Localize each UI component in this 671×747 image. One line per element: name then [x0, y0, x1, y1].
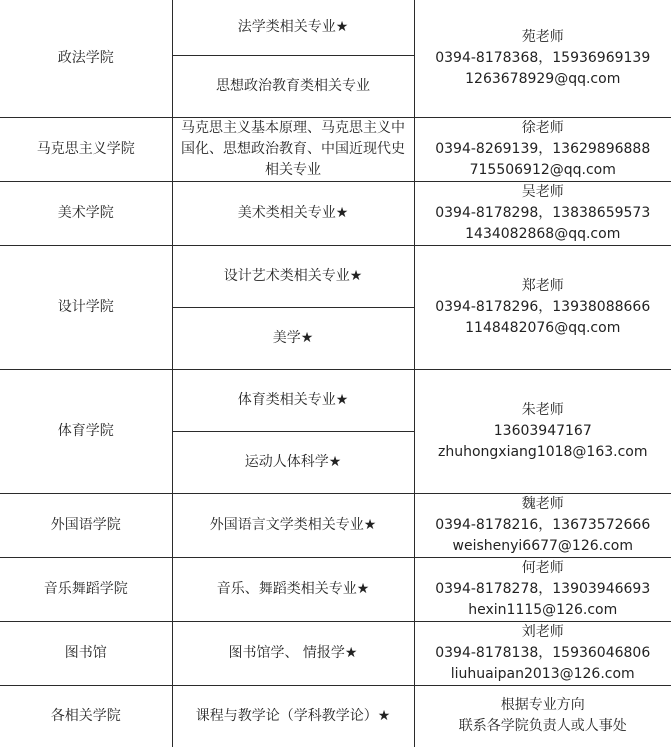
- major-cell: [172, 369, 414, 431]
- college-name: 政法学院: [57, 49, 114, 66]
- contact-cell: [414, 117, 671, 181]
- contact-teacher: 徐老师: [521, 119, 564, 136]
- contact-email: weishenyi6677@126.com: [452, 537, 633, 554]
- major-name: 美术类相关专业★: [237, 204, 349, 221]
- major-name: 思想政治教育类相关专业: [216, 77, 370, 94]
- contact-phone: 0394-8178216，13673572666: [435, 516, 651, 533]
- major-name: 美学★: [272, 329, 314, 346]
- contact-cell: [414, 621, 671, 685]
- table-row: [0, 621, 671, 685]
- contact-email: 1148482076@qq.com: [465, 319, 621, 336]
- major-cell: [172, 557, 414, 621]
- major-cell: [172, 245, 414, 307]
- contact-email: 1263678929@qq.com: [465, 70, 621, 87]
- contact-note: 根据专业方向: [500, 697, 585, 714]
- contact-phone: 0394-8178278，13903946693: [435, 580, 651, 597]
- college-name: 设计学院: [57, 298, 114, 315]
- college-name: 音乐舞蹈学院: [43, 580, 128, 597]
- contact-cell: [414, 493, 671, 557]
- contact-teacher: 苑老师: [521, 28, 564, 45]
- table-row: [0, 369, 671, 431]
- contact-phone: 0394-8178138，15936046806: [435, 644, 651, 661]
- table-row: [0, 493, 671, 557]
- contact-phone: 0394-8178298，13838659573: [435, 204, 651, 221]
- major-cell: [172, 181, 414, 245]
- contact-email: liuhuaipan2013@126.com: [450, 665, 635, 682]
- major-name: 音乐、舞蹈类相关专业★: [216, 580, 370, 597]
- major-cell: [172, 493, 414, 557]
- contact-teacher: 魏老师: [521, 495, 564, 512]
- college-cell: [0, 0, 172, 117]
- major-cell: [172, 307, 414, 369]
- major-cell: [172, 621, 414, 685]
- table-row: [0, 0, 671, 55]
- contact-cell: [414, 557, 671, 621]
- contact-teacher: 朱老师: [521, 401, 564, 418]
- contact-note: 联系各学院负责人或人事处: [458, 718, 627, 735]
- contact-teacher: 吴老师: [521, 183, 564, 200]
- college-name: 外国语学院: [50, 516, 121, 533]
- contact-phone: 0394-8178296，13938088666: [435, 298, 651, 315]
- major-cell: [172, 55, 414, 117]
- contact-phone: 13603947167: [493, 422, 592, 439]
- college-cell: [0, 557, 172, 621]
- college-name: 马克思主义学院: [36, 140, 135, 157]
- table-row: [0, 245, 671, 307]
- contact-cell: [414, 181, 671, 245]
- contact-cell: [414, 245, 671, 369]
- contact-cell: [414, 685, 671, 747]
- college-name: 图书馆: [64, 644, 107, 661]
- table-row: [0, 181, 671, 245]
- college-cell: [0, 117, 172, 181]
- contact-phone: 0394-8269139，13629896888: [435, 140, 651, 157]
- major-name: 图书馆学、 情报学★: [228, 644, 358, 661]
- table-row: [0, 557, 671, 621]
- contact-cell: [414, 369, 671, 493]
- major-cell: [172, 685, 414, 747]
- contact-email: zhuhongxiang1018@163.com: [437, 443, 648, 460]
- major-cell: [172, 431, 414, 493]
- major-name: 体育类相关专业★: [237, 391, 349, 408]
- college-cell: [0, 181, 172, 245]
- college-cell: [0, 245, 172, 369]
- contact-cell: [414, 0, 671, 117]
- major-name: 设计艺术类相关专业★: [223, 267, 363, 284]
- major-name: 外国语言文学类相关专业★: [209, 516, 377, 533]
- college-name: 体育学院: [57, 422, 114, 439]
- table-row: [0, 117, 671, 181]
- contact-teacher: 刘老师: [521, 623, 564, 640]
- contact-teacher: 何老师: [521, 559, 564, 576]
- contact-phone: 0394-8178368，15936969139: [435, 49, 651, 66]
- college-name: 各相关学院: [50, 707, 121, 724]
- contact-email: hexin1115@126.com: [468, 601, 618, 618]
- college-cell: [0, 621, 172, 685]
- major-name: 课程与教学论（学科教学论）★: [195, 707, 391, 724]
- college-cell: [0, 493, 172, 557]
- contact-teacher: 郑老师: [521, 277, 564, 294]
- contact-email: 715506912@qq.com: [469, 161, 616, 178]
- major-cell: [172, 0, 414, 55]
- college-cell: [0, 369, 172, 493]
- major-name: 法学类相关专业★: [237, 18, 349, 35]
- contact-email: 1434082868@qq.com: [465, 225, 621, 242]
- major-name: 运动人体科学★: [244, 453, 342, 470]
- college-cell: [0, 685, 172, 747]
- major-cell: [172, 117, 414, 181]
- table-row: [0, 685, 671, 747]
- college-name: 美术学院: [57, 204, 114, 221]
- major-name: 马克思主义基本原理、马克思主义中国化、思想政治教育、中国近现代史相关专业: [181, 119, 405, 178]
